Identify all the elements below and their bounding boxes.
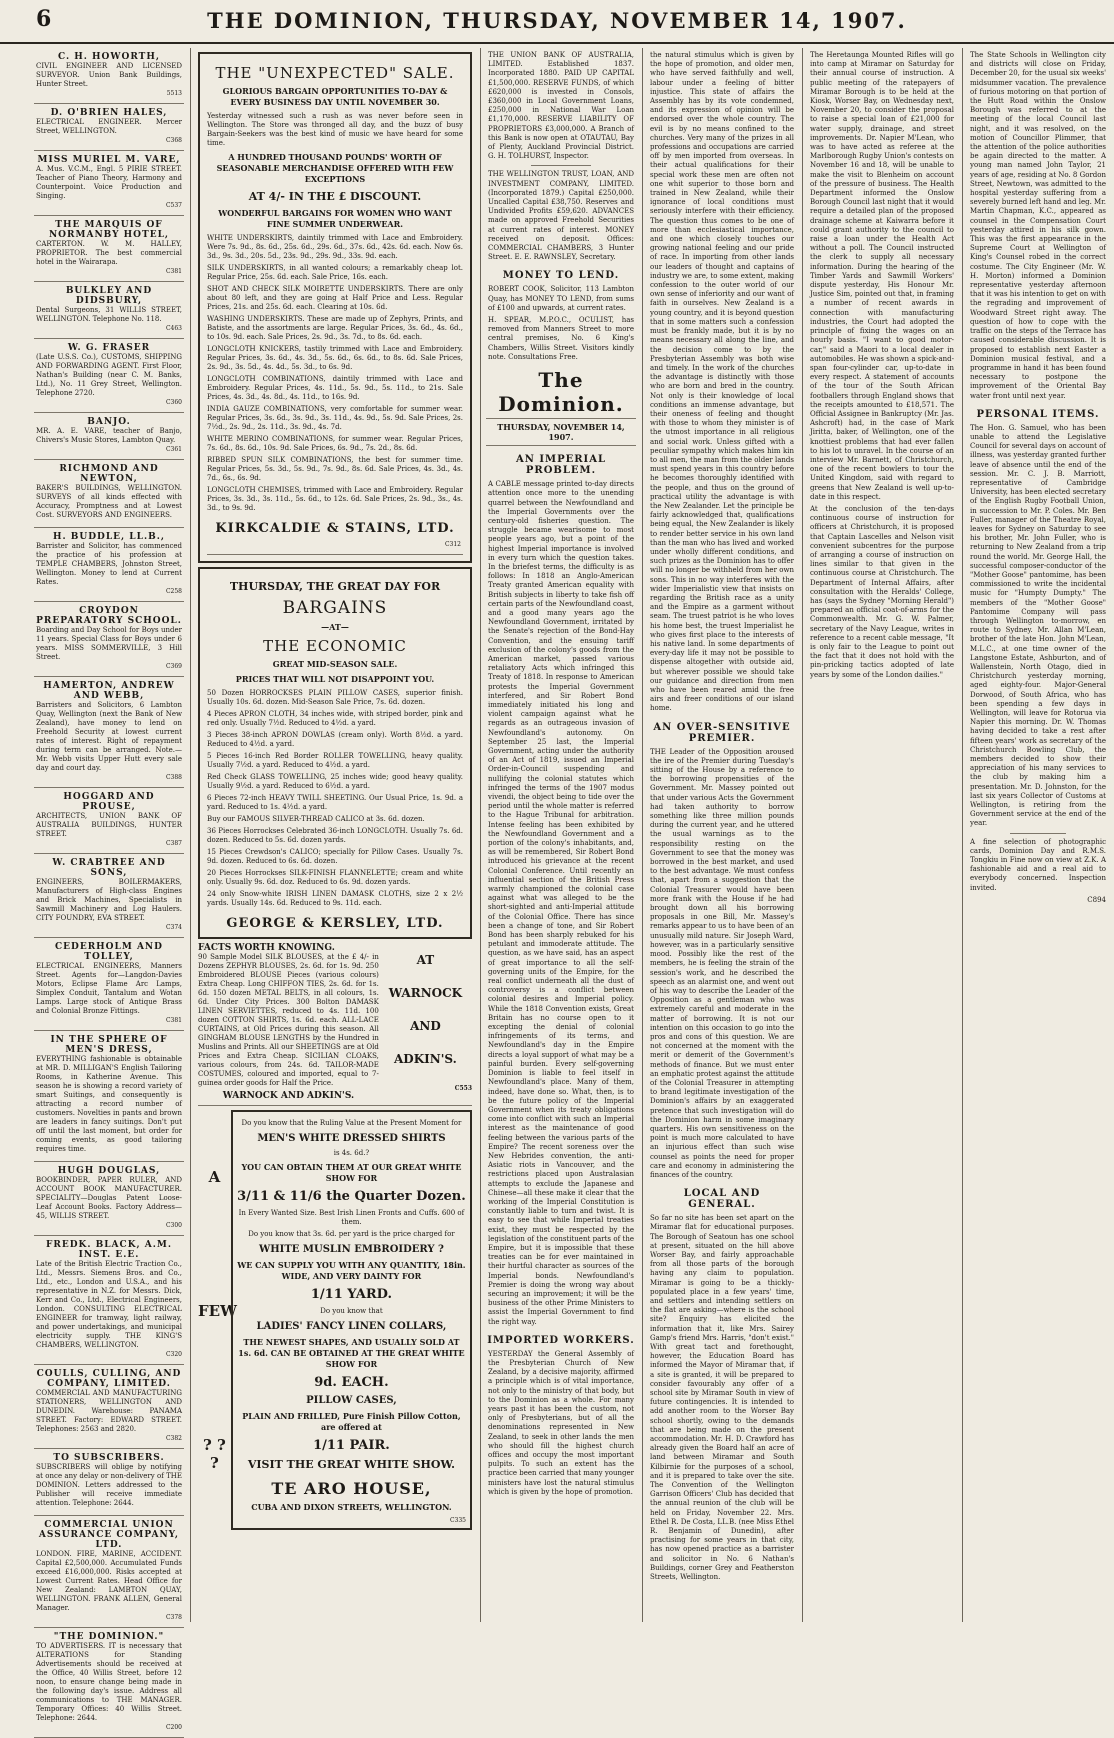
ad-body: CARTERTON. W. M. HALLEY, PROPRIETOR. The best commercial hotel in the Wairarapa. (36, 240, 182, 266)
ad-heading: COMMERCIAL UNION ASSURANCE COMPANY, LTD. (38, 1520, 180, 1550)
ad-body: BAKER'S BUILDINGS, WELLINGTON. SURVEYS of all kinds effected with Accuracy, Promptness and at Lowest Cost. SURVEYORS AND ENGINEERS. (36, 484, 182, 519)
column-rule (190, 48, 191, 1622)
classified-ad (34, 104, 184, 151)
classified-ad (34, 1516, 184, 1628)
ad-ref: C553 (454, 1084, 472, 1092)
article-heading: PERSONAL ITEMS. (976, 408, 1100, 420)
ad-heading: TO SUBSCRIBERS. (53, 1453, 165, 1463)
ad-question: Do you know that (320, 1307, 383, 1315)
ad-body: 90 Sample Model SILK BLOUSES, at the £ 4/- in Dozens ZEPHYR BLOUSES, 2s. 6d. for 1s. 9d. 250 Embroidered BLOUSE Pieces (various colours) Extra Cheap. Long CHIFFON TIES, 2s. 6d. for 1s. 6d. 150 dozen METAL BELTS, in all colours, 1s. 6d. Under City Prices. 300 Bolton DAMASK LINEN SERVIETTES, reduced to 4s. 11d. 100 dozen COTTON SHIRTS, 1s. 6d. each. ALL-LACE CURTAINS, at Old Prices during this season. All GINGHAM BLOUSE LENGTHS by the Hundred in Muslins and Prints. All our SHEETINGS are at Old Prices and Extra Cheap. SICILIAN CLOAKS, various colours, from 24s. 6d. TAILOR-MADE COSTUMES, coloured and imported, equal to 7-guinea order goods for Half the Price. (198, 953, 379, 1087)
article-body: At the conclusion of the ten-days continuous course of instruction for officers at Christchurch, it is proposed that Captain Lascelles and Nelson visit convenient subcentres for the purpose of arranging a course of instruction on lines similar to that given in the continuous course at Christchurch. The Department of Internal Affairs, after consultation with the Heralds' College, has (says the Sydney "Morning Herald") prepared an official coat-of-arms for the Commonwealth. Mr. G. W. Palmer, secretary of the Navy League, writes in reference to a recent cable message, "It is only fair to the League to point out the fact that it does not hold with the pin-pricking tactics adopted of late years by some of the London dailies." (810, 504, 954, 679)
ad-item: RIBBED SPUN SILK COMBINATIONS, the best for summer time. Regular Prices, 5s. 3d., 5s. 9d., 7s. 9d., 8s. 6d. Sale Prices, 4s. 3d., 4s. 7d., 6s., 6s. 9d. (207, 456, 463, 482)
ad-item: INDIA GAUZE COMBINATIONS, very comfortable for summer wear. Regular Prices, 3s. 6d., 3s. 9d., 3s. 11d., 4s. 9d., 5s. 9d. Sale Prices, 2s. 7½d., 2s. 9d., 2s. 11d., 3s. 9d., 4s. 7d. (207, 405, 463, 431)
ad-ref: C200 (165, 1724, 182, 1731)
ad-item: 36 Pieces Horrockses Celebrated 36-inch LONGCLOTH. Usually 7s. 6d. dozen. Reduced to 5s. 6d. dozen yards. (207, 827, 463, 844)
ad-body: In Every Wanted Size. Best Irish Linen Fronts and Cuffs. 600 of them. (238, 1209, 465, 1226)
display-ads-column (196, 48, 474, 1622)
ad-ref: C369 (165, 663, 182, 670)
ad-ref: C258 (165, 588, 182, 595)
page-number: 6 (36, 6, 52, 32)
ad-heading: W. G. FRASER (67, 343, 151, 353)
ad-side-text: WARNOCK (388, 985, 463, 1000)
ad-side-text: AT (416, 952, 435, 967)
newspaper-title: THE DOMINION, THURSDAY, NOVEMBER 14, 1907. (207, 8, 907, 33)
column-rule (962, 48, 963, 1622)
ad-body: ENGINEERS, BOILERMAKERS, Manufacturers of High-class Engines and Brick Machines, Specialists in Sawmill Machinery and Log Haulers. CITY FOUNDRY, EVA STREET. (36, 878, 182, 922)
ad-firm: TE ARO HOUSE, (271, 1479, 432, 1498)
article-body: The Hon. G. Samuel, who has been unable to attend the Legislative Council for several days on account of illness, was yesterday granted further leave of absence until the end of the session. Mr. C. J. B. Marriott, representative of Cambridge University, has been elected secretary of the English Rugby Football Union, in succession to Mr. P. Coles. Mr. Ben Fuller, manager of the Theatre Royal, leaves for Sydney on Saturday to see his brother, Mr. John Fuller, who is returning to New Zealand from a trip round the world. Mr. George Hall, the successful composer-conductor of the "Mother Goose" pantomime, has been commissioned to write the incidental music for "Humpty Dumpty." The members of the "Mother Goose" Pantomime Company will pass through Wellington to-morrow, en route to Sydney. Mr. Allan M'Lean, brother of the late Hon. John M'Lean, M.L.C., at one time owner of the Langstone Estate, Ashburton, and of Wallenstein, North Otago, died in Christchurch yesterday morning, aged eighty-four. Major-General Dorwood, of South Africa, who has been spending a few days in Wellington, will leave for Rotorua via Napier this morning. Dr. W. Thomas having decided to take a rest after fifteen years' work as secretary of the Christchurch Bowling Club, the members decided to show their appreciation of his many services to the club by making him a presentation. Mr. D. Johnston, for the last six years Collector of Customs at Wellington, is retiring from the Government service at the end of the year. (970, 423, 1106, 828)
ad-heading: PILLOW CASES, (306, 1395, 397, 1406)
ad-side-text: ADKIN'S. (394, 1051, 457, 1066)
ad-ref: C537 (165, 202, 182, 209)
kirkcaldie-ad (198, 52, 472, 563)
ad-ref: C381 (165, 268, 182, 275)
ad-price: 9d. EACH. (314, 1375, 389, 1390)
ad-item: LONGCLOTH KNICKERS, tastily trimmed with Lace and Embroidery. Regular Prices, 3s. 6d., 4s. 3d., 5s. 6d., 6s. 6d., to 8s. 6d. Sale Prices, 2s. 9d., 3s. 5d., 4s. 4d., 5s. 3d., to 6s. 9d. (207, 345, 463, 371)
ad-heading: IN THE SPHERE OF MEN'S DRESS, (50, 1035, 168, 1055)
ad-item: 3 Pieces 38-inch APRON DOWLAS (cream only). Worth 8½d. a yard. Reduced to 4½d. a yard. (207, 731, 463, 748)
ad-heading: CROYDON PREPARATORY SCHOOL. (36, 606, 182, 626)
ad-title: BARGAINS (282, 598, 388, 618)
editorial-column (486, 48, 636, 1622)
masthead (0, 0, 1114, 44)
ad-heading: WE CAN SUPPLY YOU WITH ANY QUANTITY, 18in. WIDE, AND VERY DAINTY FOR (237, 1260, 466, 1281)
ad-heading: CEDERHOLM AND TOLLEY, (55, 942, 163, 962)
ad-address: CUBA AND DIXON STREETS, WELLINGTON. (251, 1502, 452, 1512)
ad-body: is 4s. 6d.? (333, 1149, 370, 1157)
ad-heading: GREAT MID-SEASON SALE. (272, 659, 398, 669)
ad-body: COMMERCIAL AND MANUFACTURING STATIONERS, WELLINGTON AND DUNEDIN. Warehouse: PANAMA STREET. Factory: EDWARD STREET. Telephones: 2563 and 2820. (36, 1389, 182, 1433)
classified-ad (34, 48, 184, 104)
classified-ad (34, 602, 184, 677)
classified-ad (34, 938, 184, 1031)
ad-price: 3/11 & 11/6 the Quarter Dozen. (237, 1189, 466, 1204)
ad-body: TO ADVERTISERS. IT is necessary that ALTERATIONS for Standing Advertisements should be received at the Office, 40 Willis Street, before 12 noon, to ensure change being made in the following day's issue. Address all communications to THE MANAGER. Temporary Offices: 40 Willis Street. Telephone: 2644. (36, 1642, 182, 1722)
ad-heading: W. CRABTREE AND SONS, (52, 858, 166, 878)
ad-firm: WARNOCK AND ADKIN'S. (222, 1091, 355, 1101)
ad-ref: C312 (444, 541, 461, 548)
ad-body: Barristers and Solicitors, 6 Lambton Quay, Wellington (next the Bank of New Zealand), have money to lend on Freehold Security at lowest current rates of interest. Right of repayment during term can be arranged. Note.—Mr. Webb visits Upper Hutt every sale day and court day. (36, 701, 182, 772)
ad-body: MR. A. E. VARE, teacher of Banjo, Chivers's Music Stores, Lambton Quay. (36, 427, 182, 444)
section-heading: MONEY TO LEND. (502, 270, 620, 282)
ad-heading: BANJO. (87, 417, 131, 427)
ad-item: Red Check GLASS TOWELLING, 25 inches wide; good heavy quality. Usually 9½d. a yard. Reduced to 6½d. a yard. (207, 773, 463, 790)
ad-ref: C335 (449, 1517, 466, 1524)
ad-body: Late of the British Electric Traction Co., Ltd., Messrs. Siemens Bros. and Co., Ltd., etc., London and U.S.A., and his representative in N.Z. for Messrs. Dick, Kerr and Co., Ltd., Electrical Engineers, London. CONSULTING ELECTRICAL ENGINEER for tramway, light railway, and power undertakings, and municipal electricity supply. THE KING'S CHAMBERS, WELLINGTON. (36, 1260, 182, 1349)
ad-intro: Yesterday witnessed such a rush as was never before seen in Wellington. The Store was thronged all day, and the buzz of busy Bargain-Seekers was the best kind of music we have heard for some time. (207, 112, 463, 147)
article-heading: LOCAL AND GENERAL. (683, 1188, 761, 1211)
issue-date: THURSDAY, NOVEMBER 14, 1907. (486, 418, 636, 446)
article-heading: AN IMPERIAL PROBLEM. (515, 454, 607, 477)
article-body: THE Leader of the Opposition aroused the ire of the Premier during Tuesday's sitting of the House by a reference to the borrowing propensities of the Government. Mr. Massey pointed out that under various Acts the Government had taken authority to borrow something like three million pounds during the current year, and he uttered the usual warnings as to the responsibility resting on the Government to see that the money was borrowed in the best market, and used to the best advantage. We must confess that, apart from a suggestion that the Colonial Treasurer would have been more frank with the House if he had brought down all his borrowing proposals in one Bill, Mr. Massey's remarks appear to us to have been of an unusually mild nature. Sir Joseph Ward, however, was in a particularly sensitive mood. Possibly like the rest of the members, he is feeling the strain of the session's work, and he described the speech as an alarmist one, and went out of his way to describe the Leader of the Opposition as a gentleman who was extremely careful and moderate in the matter of borrowing. It is not our intention on this occasion to go into the pros and cons of this question. We are not concerned at the moment with the merit or demerit of the Government's methods of finance. But we must enter an emphatic protest against the attitude of the Colonial Treasurer in attempting to brand legitimate investigation of the Dominion's affairs by an exaggerated pretence that such investigation will do the Dominion harm in some imaginary quarters. His own sensitiveness on the point is much more calculated to have an injurious effect than such wise counsel as points the need for proper care and economy in administering the finances of the country. (650, 747, 794, 1179)
bank-ad: THE WELLINGTON TRUST, LOAN, AND INVESTMENT COMPANY, LIMITED. (Incorporated 1879.) Capital £250,000. Uncalled Capital £38,750. Reserves and Undivided Profits £59,620. ADVANCES made on approved Freehold Securities at current rates of interest. MONEY received on deposit. Offices: COMMERCIAL CHAMBERS, 3 Hunter Street. E. E. RAWNSLEY, Secretary. (488, 170, 634, 262)
ad-body: Barrister and Solicitor, has commenced the practice of his profession at TEMPLE CHAMBERS, Johnston Street, Wellington. Money to lend at Current Rates. (36, 542, 182, 586)
ad-ref: C387 (165, 840, 182, 847)
ad-heading: THE ECONOMIC (263, 637, 407, 655)
article-body: A CABLE message printed to-day directs attention once more to the unending quarrel between the Newfoundland and the Imperial Governments over the century-old fisheries question. The struggle became wearisome to most people years ago, but a point of the highest Imperial importance is involved in every turn which the question takes. In the briefest terms, the difficulty is as follows: In 1818 an Anglo-American Treaty granted American equality with British subjects in liberty to take fish off certain parts of the Newfoundland coast, and a good many years ago the Newfoundland Government, irritated by the Senate's rejection of the Bond-Hay Convention, and the ensuing tariff exclusion of the colony's goods from the American market, passed various retaliatory Acts which infringed this Treaty of 1818. In response to American protests the Imperial Government interfered, and Sir Robert Bond immediately initiated his long and violent campaign against what he regards as an outrageous invasion of Newfoundland's autonomy. On September 25 last, the Imperial Government, acting under the authority of an Act of 1819, issued an Imperial Order-in-Council suspending and nullifying the colonial statutes which infringed the terms of the 1907 modus vivendi, the object being to tide over the period until the whole matter is referred to the Hague Tribunal for arbitration. Intense feeling has been exhibited by the Newfoundland Government and a portion of the colony's inhabitants, and, as will be remembered, Sir Robert Bond introduced his grievance at the recent Colonial Conference. Until recently an influential section of the British Press warmly championed the colonial case against what was alleged to be the short-sighted and anti-Imperial attitude of the Colonial Office. There has since been a change of tone, and Sir Robert Bond has been sharply rebuked for his petulant and immoderate attitude. The question, as we have said, has an aspect of great importance to all the self-governing units of the Empire, for the real conflict underneath all the dust of controversy is a conflict between colonial desires and Imperial policy. While the 1818 Convention exists, Great Britain has no course open to it excepting the denial of colonial infringements of its terms, and Newfoundland's day in the Empire directs a loyal support of what may be a painful burden. Every self-governing Dominion is liable to feel itself in Newfoundland's place. Many of them, indeed, have done so. What, then, is to be the future policy of the Imperial Government when its treaty obligations come into conflict with such an Imperial interest as the maintenance of good feeling between the various parts of the Empire? The recent soreness over the New Hebrides convention, the anti-Asiatic riots in Vancouver, and the restrictions placed upon Australasian attempts to exclude the Japanese and Chinese—all these make it clear that the working of the Imperial Constitution is constantly liable to turn and twist. It is easy to see that while Imperial treaties exist, they must be respected by the legislation of the constituent parts of the Empire, but it is impossible that these treaties can be for ever maintained in their hurtful character as sources of the Imperial bonds. Newfoundland's Premier is doing the wrong way about securing an improvement; it will be the business of the other Prime Ministers to assist the Imperial Government to find the right way. (488, 480, 634, 1326)
ad-heading: RICHMOND AND NEWTON, (59, 464, 159, 484)
ad-heading: YOU CAN OBTAIN THEM AT OUR GREAT WHITE SHOW FOR (241, 1162, 462, 1183)
ad-side-text: AND (410, 1018, 441, 1033)
ad-item: LONGCLOTH COMBINATIONS, daintily trimmed with Lace and Embroidery. Regular Prices, 4s. 11d., 5s. 9d., 5s. 11d., to 21s. Sale Prices, 4s. 3d., 4s. 8d., 4s. 11d., to 16s. 9d. (207, 375, 463, 401)
classified-ad (34, 528, 184, 602)
ad-question: Do you know that 3s. 6d. per yard is the price charged for (248, 1230, 455, 1238)
news-column (648, 48, 796, 1622)
ad-heading: THE MARQUIS OF NORMANBY HOTEL, (48, 220, 170, 240)
ad-question: Do you know that the Ruling Value at the Present Moment for (241, 1119, 462, 1127)
ad-body: LONDON. FIRE, MARINE, ACCIDENT. Capital £2,500,000. Accumulated Funds exceed £16,000,000. Risks accepted at Lowest Current Rates. Head Office for New Zealand: LAMBTON QUAY, WELLINGTON. FRANK ALLEN, General Manager. (36, 1550, 182, 1612)
ad-heading: MISS MURIEL M. VARE, (37, 155, 181, 165)
classified-column (34, 48, 184, 1731)
ad-body: ARCHITECTS, UNION BANK OF AUSTRALIA BUILDINGS, HUNTER STREET. (36, 812, 182, 838)
ad-ref: 5513 (166, 90, 182, 97)
ad-item: Buy our FAMOUS SILVER-THREAD CALICO at 3s. 6d. dozen. (207, 815, 425, 823)
ad-heading: PRICES THAT WILL NOT DISAPPOINT YOU. (235, 674, 435, 684)
ad-heading: VISIT THE GREAT WHITE SHOW. (247, 1458, 455, 1471)
ad-item: LONGCLOTH CHEMISES, trimmed with Lace and Embroidery. Regular Prices, 3s. 3d., 3s. 11d., 5s. 6d., to 12s. 6d. Sale Prices, 2s. 9d., 3s., 4s. 3d., to 9s. 9d. (207, 486, 463, 512)
ad-heading: —AT— (321, 622, 349, 632)
ad-body: CIVIL ENGINEER AND LICENSED SURVEYOR. Union Bank Buildings, Hunter Street. (36, 62, 182, 88)
ad-item: 50 Dozen HORROCKSES PLAIN PILLOW CASES, superior finish. Usually 10s. 6d. dozen. Mid-Season Sale Price, 7s. 6d. dozen. (207, 689, 463, 706)
ad-side-text: ? ? ? (203, 1436, 226, 1472)
ad-heading: MEN'S WHITE DRESSED SHIRTS (257, 1133, 446, 1144)
article-body: So far no site has been set apart on the Miramar flat for educational purposes. The Borough of Seatoun has one school at present, situated on the hill above Worser Bay, and fairly approachable from all those parts of the borough having any claim to population. Miramar is going to be a thickly-populated place in a few years' time, and settlers and intending settlers on the flat are asking—where is the school site? Enquiry has elicited the information that it, like Mrs. Sairey Gamp's friend Mrs. Harris, "don't exist." With great tact and forethought, however, the Education Board has informed the Mayor of Miramar that, if a site is granted, it will be prepared to consider favourably any offer of a school site by Miramar South in view of future contingencies. It is intended to add another room to the Worser Bay school shortly, owing to the demands that are being made on the present accommodation. Mr. H. D. Crawford has already given the Board half an acre of land between Miramar and South Kilbirnie for the purposes of a school, and it is prepared to take over the site. The Convention of the Wellington Garrison Officers' Club has decided that the annual reunion of the club will be held on Friday, November 22. Mrs. Ethel R. De Costa, LL.B. (nee Miss Ethel R. Benjamin of Dunedin), after practising for some years in that city, has now opened practice as a barrister and solicitor in No. 6 Nathan's Buildings, corner Grey and Featherston Streets, Wellington. (650, 1214, 794, 1582)
ad-heading: FACTS WORTH KNOWING. (198, 943, 335, 953)
ad-item: 4 Pieces APRON CLOTH, 34 inches wide, with striped border, pink and red only. Usually 7½d. Reduced to 4½d. a yard. (207, 710, 463, 727)
classified-ad (34, 1031, 184, 1162)
ad-item: SILK UNDERSKIRTS, in all wanted colours; a remarkably cheap lot. Regular Price, 25s. 6d. each. Sale Price, 16s. each. (207, 264, 463, 281)
classified-ad (34, 216, 184, 282)
notice: A fine selection of photographic cards, Dominion Day and R.M.S. Tongkiu in Fine now on view at Z.K. A fashionable aid and a real aid to everybody concerned. Inspection invited. (970, 837, 1106, 892)
newspaper-flag: The Dominion. (498, 368, 624, 417)
ad-ref: C320 (165, 1351, 182, 1358)
te-aro-house-ad (198, 1110, 472, 1530)
ad-item: 20 Pieces Horrockses SILK-FINISH FLANNELETTE; cream and white only. Usually 9s. 6d. doz. Reduced to 6s. 9d. dozen yards. (207, 869, 463, 886)
classified-ad (34, 151, 184, 216)
ad-heading: A HUNDRED THOUSAND POUNDS' WORTH OF SEASONABLE MERCHANDISE OFFERED WITH FEW EXCEPTIONS (216, 152, 454, 184)
classified-ad (34, 1628, 184, 1738)
ad-heading: H. BUDDLE, LL.B., (53, 532, 165, 542)
ad-heading: AT 4/- IN THE £ DISCOUNT. (248, 190, 422, 203)
ad-ref: C463 (165, 325, 182, 332)
ad-heading: HOGGARD AND PROUSE, (63, 792, 155, 812)
ad-item: WASHING UNDERSKIRTS. These are made up of Zephyrs, Prints, and Batiste, and the assortments are large. Regular Prices, 3s. 6d., 4s. 6d., to 10s. 9d. each. Sale Prices, 2s. 9d., 3s. 7d., to 8s. 6d. each. (207, 315, 463, 341)
classified-ad (34, 1236, 184, 1365)
ad-body: Dental Surgeons, 31 WILLIS STREET, WELLINGTON. Telephone No. 118. (36, 306, 182, 323)
article-body: the natural stimulus which is given by the hope of promotion, and older men, who have served faithfully and well, labour under a feeling of bitter injustice. This state of affairs the Assembly has by its vote condemned, and its expression of opinion will be endorsed over the whole country. The evil is by no means confined to the churches. Very many of the prizes in all professions and occupations are carried off by men imported from overseas. In their actual qualifications for their special work these men are often not one whit superior to those born and trained in New Zealand, while their ignorance of local conditions must seriously interfere with their efficiency. The question thus comes to be one of more than ecclesiastical importance, and one which closely touches our growing national feeling and our pride of race. In importing from other lands our leaders of thought and captains of industry we are, to some extent, making confession to the outer world of our own sense of inferiority and our want of faith in ourselves. New Zealand is a young country, and it is beyond question that in some matters such a confession must be frankly made, but it is by no means necessary all along the line, and the decision come to by the Presbyterian Assembly was both wise and timely. In the work of the churches the advantage is distinctly with those who are born and bred in the country. Not only is their knowledge of local conditions an immense advantage, but their oneness of feeling and thought with those to whom they minister is of the utmost importance in all religious and social work. Unless gifted with a peculiar sympathy which makes him kin to all men, the man from the older lands must spend years in this country before he becomes thoroughly identified with the people, and thus on the ground of practical utility the advantage is with the New Zealander. Let the principle be fairly acknowledged that, qualifications being equal, the New Zealander is likely to render better service in his own land than the man who has lived and worked under wholly different conditions, and such prizes as the Dominion has to offer will no longer be withheld from her own sons. This in no way interferes with the wider Imperialistic view that insists on regarding the British race as a unity and the Empire as a garment without seam. The truest patriot is he who loves his home best, the truest Imperialist he who gives first place to the interests of his native land. In some departments of every-day life it may not be possible to dispense altogether with outside aid, but wherever possible we should take our guidance and direction from men who have been reared amid the free airs and freer conditions of our island home. (650, 51, 794, 713)
personal-column (968, 48, 1108, 1622)
ad-ref: C361 (165, 446, 182, 453)
ad-body: A. Mus. V.C.M., Engl. 5 PIRIE STREET. Teacher of Piano Theory, Harmony and Counterpoint. Voice Production and Singing. (36, 165, 182, 200)
notice: ROBERT COOK, Solicitor, 113 Lambton Quay, has MONEY TO LEND, from sums of £100 and upwards, at current rates. (488, 285, 634, 312)
ad-price: 1/11 PAIR. (313, 1438, 390, 1453)
classified-ad (34, 677, 184, 788)
ad-heading: WHITE MUSLIN EMBROIDERY ? (259, 1244, 444, 1255)
ad-ref: C388 (165, 774, 182, 781)
ad-firm: KIRKCALDIE & STAINS, LTD. (215, 521, 455, 536)
column-rule (802, 48, 803, 1622)
ad-title: THE "UNEXPECTED" SALE. (215, 64, 455, 82)
ad-body: ELECTRICAL ENGINEERS, Manners Street. Agents for—Langdon-Davies Motors, Eclipse Flame Arc Lamps, Simplex Conduit, Tantalum and Wotan Lamps. Large stock of Antique Brass and Colonial Bronze Fittings. (36, 962, 182, 1015)
ad-price: 1/11 YARD. (310, 1287, 392, 1302)
ad-item: SHOT AND CHECK SILK MOIRETTE UNDERSKIRTS. There are only about 80 left, and they are going at Half Price and Less. Regular Prices, 21s. and 25s. 6d. each. Clearing at 10s. 6d. (207, 285, 463, 311)
ad-item: 6 Pieces 72-inch HEAVY TWILL SHEETING. Our Usual Price, 1s. 9d. a yard. Reduced to 1s. 4½d. a yard. (207, 794, 463, 811)
bank-ad: THE UNION BANK OF AUSTRALIA, LIMITED. Established 1837. Incorporated 1880. PAID UP CAPITAL £1,500,000. RESERVE FUNDS, of which £620,000 is invested in Consols, £360,000 in Local Government Loans, £250,000 in National War Loan £1,170,000. RESERVE LIABILITY OF PROPRIETORS £3,000,000. A Branch of this Bank is now open at OTAUTAU, Bay of Plenty, Auckland Provincial District. G. H. TOLHURST, Inspector. (488, 51, 634, 161)
classified-ad (34, 788, 184, 854)
article-body: The Heretaunga Mounted Rifles will go into camp at Miramar on Saturday for their annual course of instruction. A public meeting of the ratepayers of Miramar Borough is to be held at the Kiosk, Worser Bay, on Wednesday next, November 20, to consider the proposal to raise a special loan of £21,000 for water supply, drainage, and street improvements. Dr. Napier M'Lean, who was to have acted as referee at the Marlborough Rugby Union's contests on November 16 and 18, will be unable to make the visit to Blenheim on account of the pressure of business. The Health Department informed the Onslow Borough Council last night that it would require a detailed plan of the proposed drainage scheme at Kaiwarra before it could grant authority to the council to raise a loan under the Health Act without a poll. The Council instructed the clerk to supply all necessary information. During the hearing of the Timber Yards and Sawmill Workers' dispute yesterday, His Honour Mr. Justice Sim, pointed out that, in framing a number of recent awards in connection with manufacturing industries, the Court had adopted the principle of fixing the wages on an hourly basis. "I want to good motor-car," said a Maori to a local dealer in automobiles. He was shown a spick-and-span four-cylinder car, up-to-date in every respect. A statement of accounts of the tour of the South African footballers through England shows that the receipts amounted to £18,571. The Official Assignee in Bankruptcy (Mr. Jas. Ashcroft) had, in the case of Mark Jiritta, baker, of Wellington, one of the knottiest problems that had ever fallen to his lot to unravel. In the course of an interview Mr. Barnett, of Christchurch, one of the recent bowlers to tour the United Kingdom, said with regard to greens that New Zealand is well up-to-date in this respect. (810, 51, 954, 501)
ad-heading: "THE DOMINION." (53, 1632, 165, 1642)
notice: H. SPEAR, M.P.O.C., OCULIST, has removed from Manners Street to more central premises, No. 6 King's Chambers, Willis Street. Visitors kindly note. Consultations Free. (488, 316, 634, 361)
ad-ref: C300 (165, 1222, 182, 1229)
ad-heading: WONDERFUL BARGAINS FOR WOMEN WHO WANT FINE SUMMER UNDERWEAR. (218, 208, 452, 229)
george-kersley-ad (198, 567, 472, 939)
ad-heading: HUGH DOUGLAS, (57, 1166, 161, 1176)
classified-ad (34, 1365, 184, 1449)
article-body: YESTERDAY the General Assembly of the Presbyterian Church of New Zealand, by a decisive majority, affirmed a principle which is of vital importance, not only to the ministry of that body, but to the Dominion as a whole. For many years past it has been the custom, not only of Presbyterians, but of all the denominations represented in New Zealand, to seek in other lands the men who should fill the highest church offices and occupy the most important pulpits. To such an extent has the practice been carried that many younger ministers have lost the natural stimulus which is given by the hope of promotion. (488, 1349, 634, 1496)
ad-firm: GEORGE & KERSLEY, LTD. (226, 916, 444, 931)
classified-ad (34, 339, 184, 413)
ad-ref: C368 (165, 137, 182, 144)
classified-ad (34, 1449, 184, 1516)
ad-heading: PLAIN AND FRILLED, Pure Finish Pillow Cotton, are offered at (242, 1411, 461, 1432)
column-rule (642, 48, 643, 1622)
ad-item: WHITE MERINO COMBINATIONS, for summer wear. Regular Prices, 7s. 6d., 8s. 6d., 10s. 9d. Sale Prices, 6s. 9d., 7s. 2d., 8s. 6d. (207, 435, 463, 452)
ad-heading: LADIES' FANCY LINEN COLLARS, (256, 1321, 447, 1332)
classified-ad (34, 282, 184, 339)
ad-heading: COULLS, CULLING, AND COMPANY, LIMITED. (36, 1369, 182, 1389)
ad-item: 5 Pieces 16-inch Red Border ROLLER TOWELLING, heavy quality. Usually 7½d. a yard. Reduced to 4½d. a yard. (207, 752, 463, 769)
ad-item: WHITE UNDERSKIRTS, daintily trimmed with Lace and Embroidery. Were 7s. 9d., 8s. 6d., 25s. 6d., 29s. 6d., 37s. 6d., 42s. 6d. each. Now 6s. 3d., 9s. 3d., 20s. 5d., 23s. 9d., 29s. 9d., 33s. 9d. each. (207, 234, 463, 260)
column-rule (480, 48, 481, 1622)
ad-body: SUBSCRIBERS will oblige by notifying at once any delay or non-delivery of THE DOMINION. Letters addressed to the Publisher will receive immediate attention. Telephone: 2644. (36, 1463, 182, 1507)
ad-heading: THE NEWEST SHAPES, AND USUALLY SOLD AT 1s. 6d. CAN BE OBTAINED AT THE GREAT WHITE SHOW FOR (238, 1337, 465, 1369)
ad-ref: C894 (1087, 895, 1106, 904)
ad-ref: C360 (165, 399, 182, 406)
local-news-column (808, 48, 956, 1622)
ad-ref: C381 (165, 1017, 182, 1024)
ad-heading: THURSDAY, THE GREAT DAY FOR (229, 580, 441, 593)
ad-subtitle: GLORIOUS BARGAIN OPPORTUNITIES TO-DAY & EVERY BUSINESS DAY UNTIL NOVEMBER 30. (222, 86, 448, 107)
ad-body: BOOKBINDER, PAPER RULER, AND ACCOUNT BOOK MANUFACTURER. SPECIALITY—Douglas Patent Loose-Leaf Account Books. Factory Address—45, WILLIS STREET. (36, 1176, 182, 1220)
ad-body: ELECTRICAL ENGINEER. Mercer Street, WELLINGTON. (36, 118, 182, 135)
ad-heading: D. O'BRIEN HALES, (50, 108, 168, 118)
ad-ref: C374 (165, 924, 182, 931)
article-heading: IMPORTED WORKERS. (487, 1334, 635, 1346)
ad-heading: BULKLEY AND DIDSBURY, (65, 286, 153, 306)
classified-ad (34, 460, 184, 528)
ad-ref: C382 (165, 1435, 182, 1442)
ad-body: (Late U.S.S. Co.), CUSTOMS, SHIPPING AND FORWARDING AGENT. First Floor, Nathan's Building (near C. M. Banks, Ltd.), No. 11 Grey Street, Wellington. Telephone 2720. (36, 353, 182, 397)
classified-ad (34, 1162, 184, 1236)
ad-item: 24 only Snow-white IRISH LINEN DAMASK CLOTHS, size 2 x 2½ yards. Usually 14s. 6d. Reduced to 9s. 11d. each. (207, 890, 463, 907)
ad-heading: C. H. HOWORTH, (58, 52, 160, 62)
classified-ad (34, 413, 184, 460)
ad-side-text: A (208, 1168, 221, 1186)
article-body: The State Schools in Wellington city and districts will close on Friday, December 20, for the usual six weeks' midsummer vacation. The prevalence of furious motoring on that portion of the Hutt Road within the Onslow Borough was referred to at the meeting of the local Council last night, and it was resolved, on the motion of Councillor Plimmer, that the attention of the police authorities be again directed to the matter. A young man named John Taylor, 21 years of age, residing at No. 8 Gordon Street, Newtown, was admitted to the hospital yesterday suffering from a severely burned left hand and leg. Mr. Martin Chapman, K.C., appeared as counsel in the Compensation Court yesterday attired in his silk gown. This was the first appearance in the Supreme Court at Wellington of King's Counsel robed in the correct costume. The City Engineer (Mr. W. H. Morton) informed a Dominion representative yesterday afternoon that it was his intention to get on with the regrading and improvement of Woodward Street right away. The question of how to cope with the traffic on the steps of the Terrace has caused considerable discussion. It is proposed to establish next Easter a Dominion musical festival, and a programme in hand it has been found necessary to postpone the improvement of the Oriental Bay water front until next year. (970, 51, 1107, 400)
warnock-adkins-ad (198, 943, 472, 1106)
ad-body: Boarding and Day School for Boys under 11 years. Special Class for Boys under 6 years. MISS SOMMERVILLE, 3 Hill Street. (36, 626, 182, 661)
classified-ad (34, 854, 184, 938)
article-heading: AN OVER-SENSITIVE PREMIER. (653, 721, 791, 744)
ad-heading: HAMERTON, ANDREW AND WEBB, (43, 681, 175, 701)
ad-heading: FREDK. BLACK, A.M. INST. E.E. (45, 1240, 172, 1260)
ad-body: EVERYTHING fashionable is obtainable at MR. D. MILLIGAN'S English Tailoring Rooms, in Katherine Avenue. This season he is showing a record variety of smart Suitings, and consequently is attracting a record number of customers. Novelties in pants and brown are leaders in fancy suitings. Don't put off until the last moment, but order for coming events, as good tailoring requires time. (36, 1055, 182, 1153)
ad-side-text: FEW (198, 1302, 237, 1320)
ad-item: 15 Pieces Crewdson's CALICO; specially for Pillow Cases. Usually 7s. 9d. dozen. Reduced to 6s. 6d. dozen. (207, 848, 463, 865)
ad-ref: C378 (165, 1614, 182, 1621)
